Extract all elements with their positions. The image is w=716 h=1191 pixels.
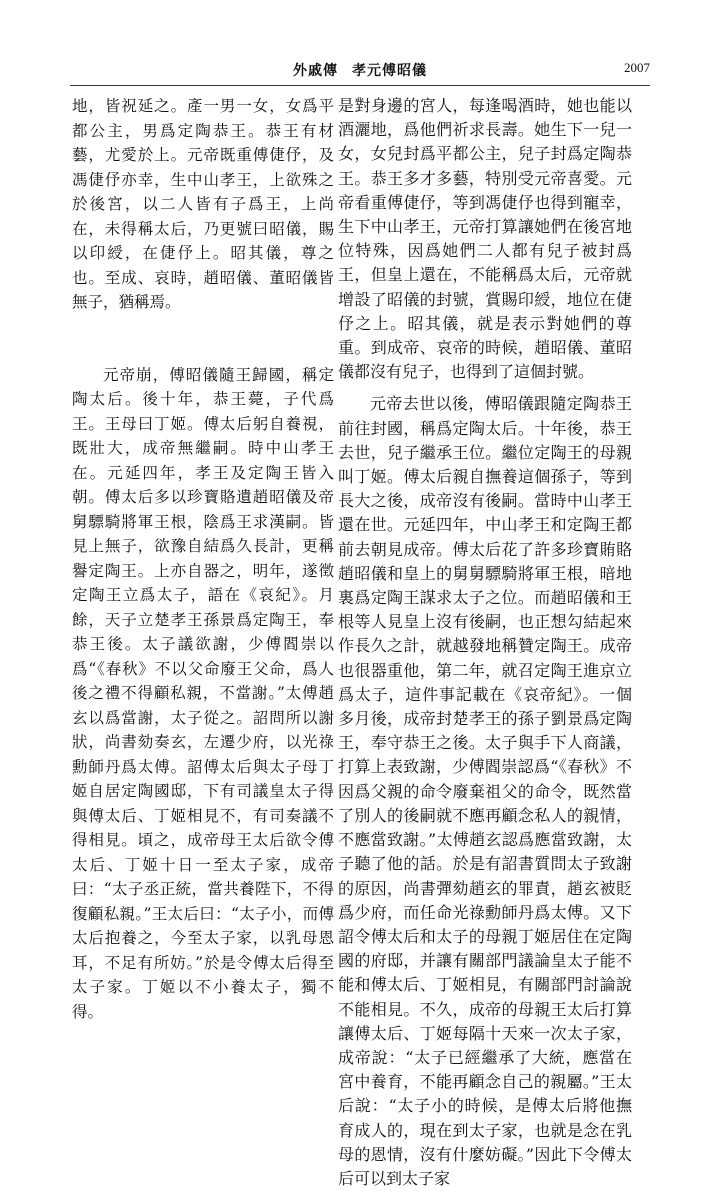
translation-paragraph: 是對身邊的宮人，每逢喝酒時，她也能以酒灑地，爲他們祈求長壽。她生下一兒一女，女兒封爲平都公主，兒子封爲定陶恭王。恭王多才多藝，特別受元帝喜愛。元帝看重傅倢伃，等到馮倢伃也得到寵幸，生下中山孝王，元帝打算讓她們在後宮地位特殊，因爲她們二人都有兒子被封爲王，但皇上還在，不能稱爲太后，元帝就增設了昭儀的封號，賞賜印綬，地位在倢伃之上。昭其儀，就是表示對她們的尊重。到成帝、哀帝的時候，趙昭儀、董昭儀都沒有兒子，也得到了這個封號。 (338, 96, 632, 382)
page-number: 2007 (624, 60, 650, 75)
header-rule (70, 85, 650, 86)
translation-paragraph: 元帝去世以後，傅昭儀跟隨定陶恭王前往封國，稱爲定陶太后。十年後，恭王去世，兒子繼承王位。繼位定陶王的母親叫丁姬。傅太后親自撫養這個孫子，等到長大之後，成帝沒有後嗣。當時中山孝王還在世。元延四年，中山孝王和定陶王都前去朝見成帝。傅太后花了許多珍寶賄賂趙昭儀和皇上的舅舅驃騎將軍王根，暗地裏爲定陶王謀求太子之位。而趙昭儀和王根等人見皇上沒有後嗣，也正想勾結起來作長久之計，就越發地稱贊定陶王。成帝也很器重他，第二年，就召定陶王進京立爲太子，這件事記載在《哀帝紀》。一個多月後，成帝封楚孝王的孫子劉景爲定陶王，奉守恭王之後。太子與手下人商議，打算上表致謝，少傅閻崇認爲“《春秋》不因爲父親的命令廢棄祖父的命令，既然當了別人的後嗣就不應再顧念私人的親情，不應當致謝。”太傅趙玄認爲應當致謝，太子聽了他的話。於是有詔書質問太子致謝的原因，尚書彈劾趙玄的罪責，趙玄被貶爲少府，而任命光祿勳師丹爲太傅。又下詔令傅太后和太子的母親丁姬居住在定陶國的府邸，并讓有關部門議論皇太子能不能和傅太后、丁姬相見，有關部門討論說不能相見。不久，成帝的母親王太后打算讓傅太后、丁姬每隔十天來一次太子家，成帝說：“太子已經繼承了大統，應當在宮中養育，不能再顧念自己的親屬。”王太后說：“太子小的時候，是傅太后將他撫育成人的，現在到太子家，也就是念在乳母的恩情，沒有什麼妨礙。”因此下令傅太后可以到太子家 (338, 394, 632, 1188)
classical-paragraph: 元帝崩，傅昭儀隨王歸國，稱定陶太后。後十年，恭王薨，子代爲王。王母曰丁姬。傅太后躬自養視，既壯大，成帝無繼嗣。時中山孝王在。元延四年，孝王及定陶王皆入朝。傅太后多以珍寶賂遺趙昭儀及帝舅驃騎將軍王根，陰爲王求漢嗣。皆見上無子，欲豫自結爲久長計，更稱譽定陶王。上亦自器之，明年，遂徵定陶王立爲太子，語在《哀紀》。月餘，天子立楚孝王孫景爲定陶王，奉恭王後。太子議欲謝，少傅閻崇以爲“《春秋》不以父命廢王父命，爲人後之禮不得顧私親，不當謝。”太傅趙玄以爲當謝，太子從之。詔問所以謝狀，尚書劾奏玄，左遷少府，以光祿勳師丹爲太傅。詔傅太后與太子母丁姬自居定陶國邸，下有司議皇太子得與傅太后、丁姬相見不，有司奏議不得相見。頃之，成帝母王太后欲令傅太后、丁姬十日一至太子家，成帝曰：“太子丞正統，當共養陛下，不得復顧私親。”王太后曰：“太子小，而傅太后抱養之，今至太子家，以乳母恩耳，不足有所妨。”於是令傅太后得至太子家。丁姬以不小養太子，獨不得。 (72, 365, 334, 1021)
chapter-title: 孝元傅昭儀 (352, 63, 427, 79)
classical-paragraph: 地，皆祝延之。產一男一女，女爲平都公主，男爲定陶恭王。恭王有材藝，尤愛於上。元帝既重傅倢伃，及馮倢伃亦幸，生中山孝王，上欲殊之於後宮，以二人皆有子爲王，上尚在，未得稱太后，乃更號曰昭儀，賜以印綬，在倢伃上。昭其儀，尊之也。至成、哀時，趙昭儀、董昭儀皆無子，猶稱焉。 (72, 97, 334, 311)
classical-text-column (72, 94, 334, 1024)
translation-column (338, 94, 632, 1191)
book-title: 外戚傳 (293, 63, 338, 79)
running-title (70, 60, 650, 80)
paragraph-gap (72, 315, 334, 363)
paragraph-gap (338, 384, 632, 392)
page-header (70, 56, 650, 84)
